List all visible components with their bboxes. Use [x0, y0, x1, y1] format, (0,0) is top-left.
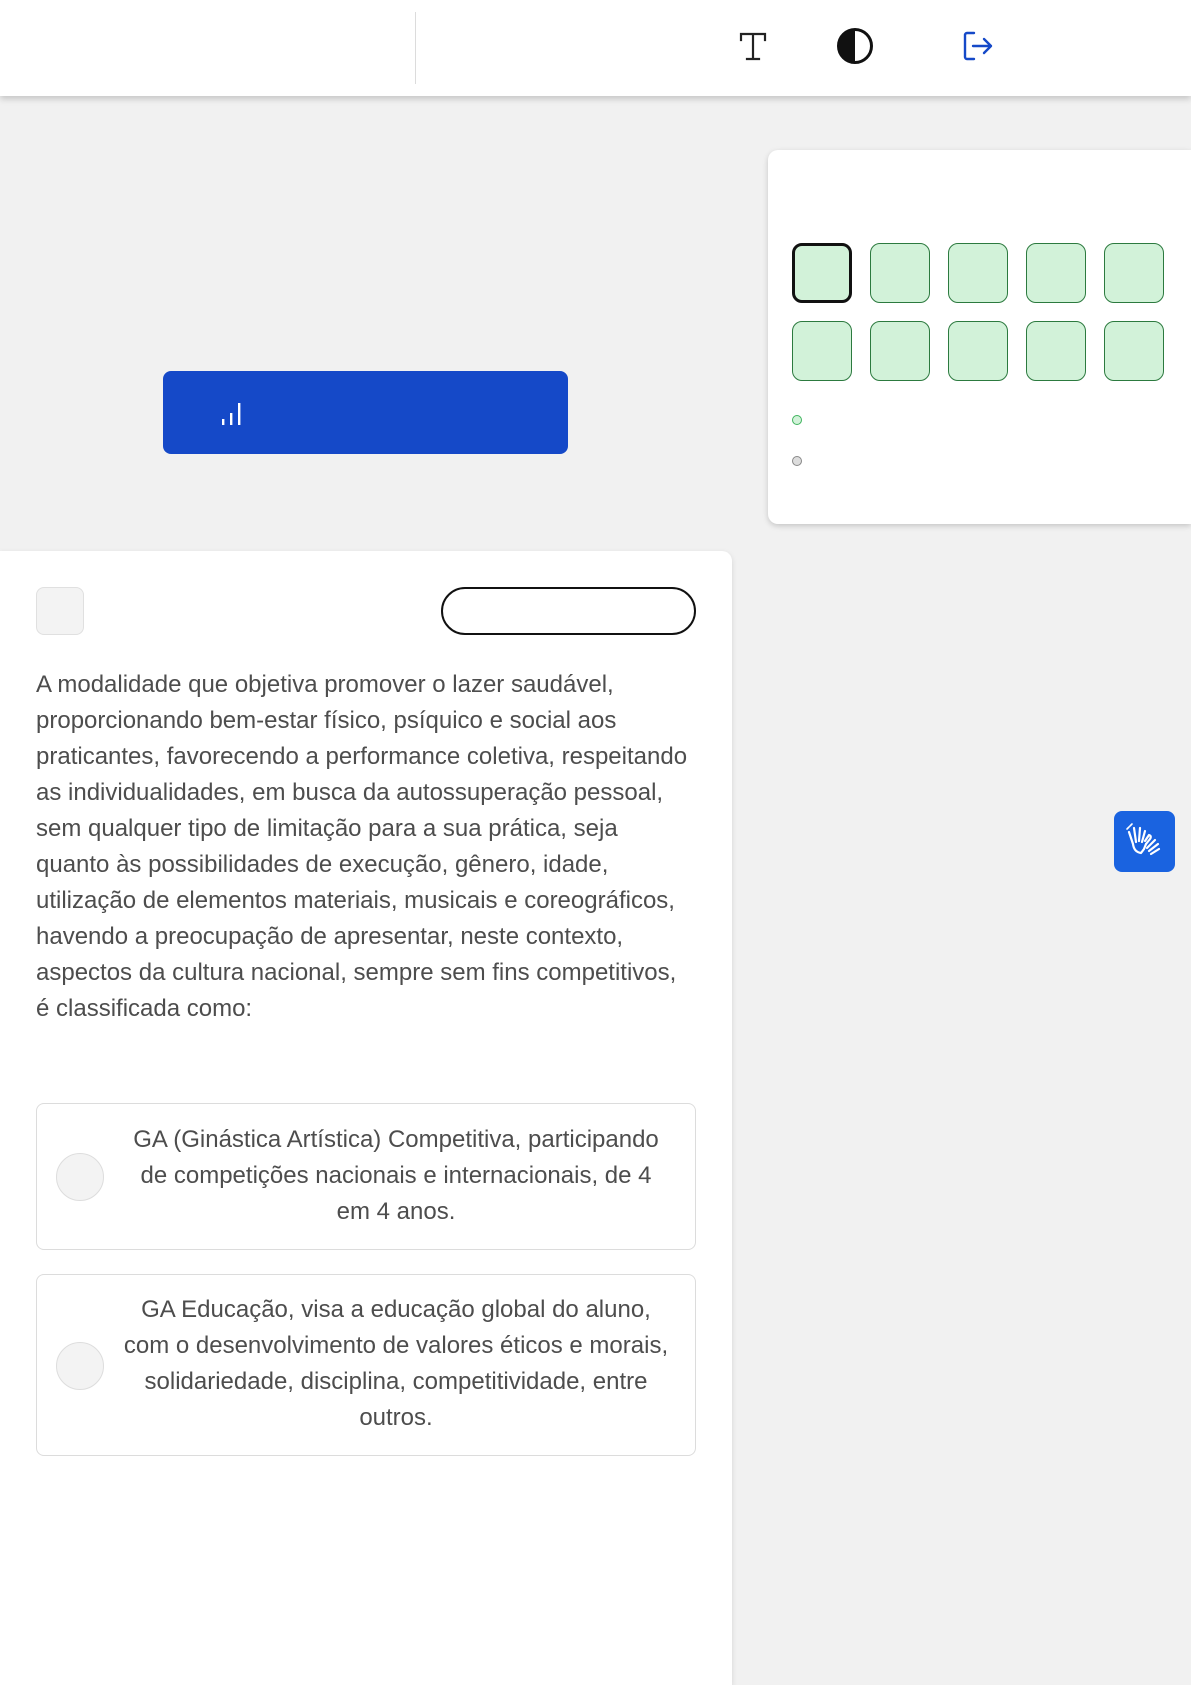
option-text: GA Educação, visa a educação global do aluno, com o desenvolvimento de valores éticos e morais, solidariedade, disciplina, competitividade, entre outros.: [123, 1296, 669, 1431]
answer-option-a[interactable]: [36, 1103, 696, 1250]
question-action-pill[interactable]: [441, 587, 696, 635]
question-box-7[interactable]: [870, 321, 930, 381]
font-size-icon: [736, 29, 770, 63]
font-size-button[interactable]: [729, 22, 777, 70]
sign-language-button[interactable]: [1114, 811, 1175, 872]
question-text: A modalidade que objetiva promover o lazer saudável, proporcionando bem-estar físico, psíquico e social aos praticantes, favorecendo a performance coletiva, respeitando as individualidades, em busca da autossuperação pessoal, sem qualquer tipo de limitação para a sua prática, seja quanto às possibilidades de execução, gênero, idade, utilização de elementos materiais, musicais e coreográficos, havendo a preocupação de apresentar, neste contexto, aspectos da cultura nacional, sempre sem fins competitivos, é classificada como:: [36, 671, 688, 1022]
option-radio[interactable]: [56, 1342, 104, 1390]
top-header: [0, 0, 1191, 96]
question-box-4[interactable]: [1026, 243, 1086, 303]
logout-icon: [960, 28, 996, 64]
sign-language-hands-icon: [1125, 822, 1165, 862]
option-radio[interactable]: [56, 1153, 104, 1201]
question-card: [0, 551, 732, 1685]
answer-option-b[interactable]: [36, 1274, 696, 1456]
bookmark-toggle[interactable]: [36, 587, 84, 635]
question-box-5[interactable]: [1104, 243, 1164, 303]
question-box-8[interactable]: [948, 321, 1008, 381]
statistics-button[interactable]: [163, 371, 568, 454]
signal-bars-icon: [220, 401, 246, 427]
legend-answered-dot: [792, 415, 802, 425]
question-box-9[interactable]: [1026, 321, 1086, 381]
contrast-icon: [835, 26, 875, 66]
question-box-6[interactable]: [792, 321, 852, 381]
contrast-button[interactable]: [831, 22, 879, 70]
header-divider: [415, 12, 416, 84]
question-box-1[interactable]: [792, 243, 852, 303]
question-box-2[interactable]: [870, 243, 930, 303]
logout-button[interactable]: [954, 22, 1002, 70]
legend-pending-dot: [792, 456, 802, 466]
option-text: GA (Ginástica Artística) Competitiva, participando de competições nacionais e internacionais, de 4 em 4 anos.: [133, 1126, 659, 1225]
question-navigator: [768, 150, 1191, 524]
question-box-10[interactable]: [1104, 321, 1164, 381]
question-box-3[interactable]: [948, 243, 1008, 303]
